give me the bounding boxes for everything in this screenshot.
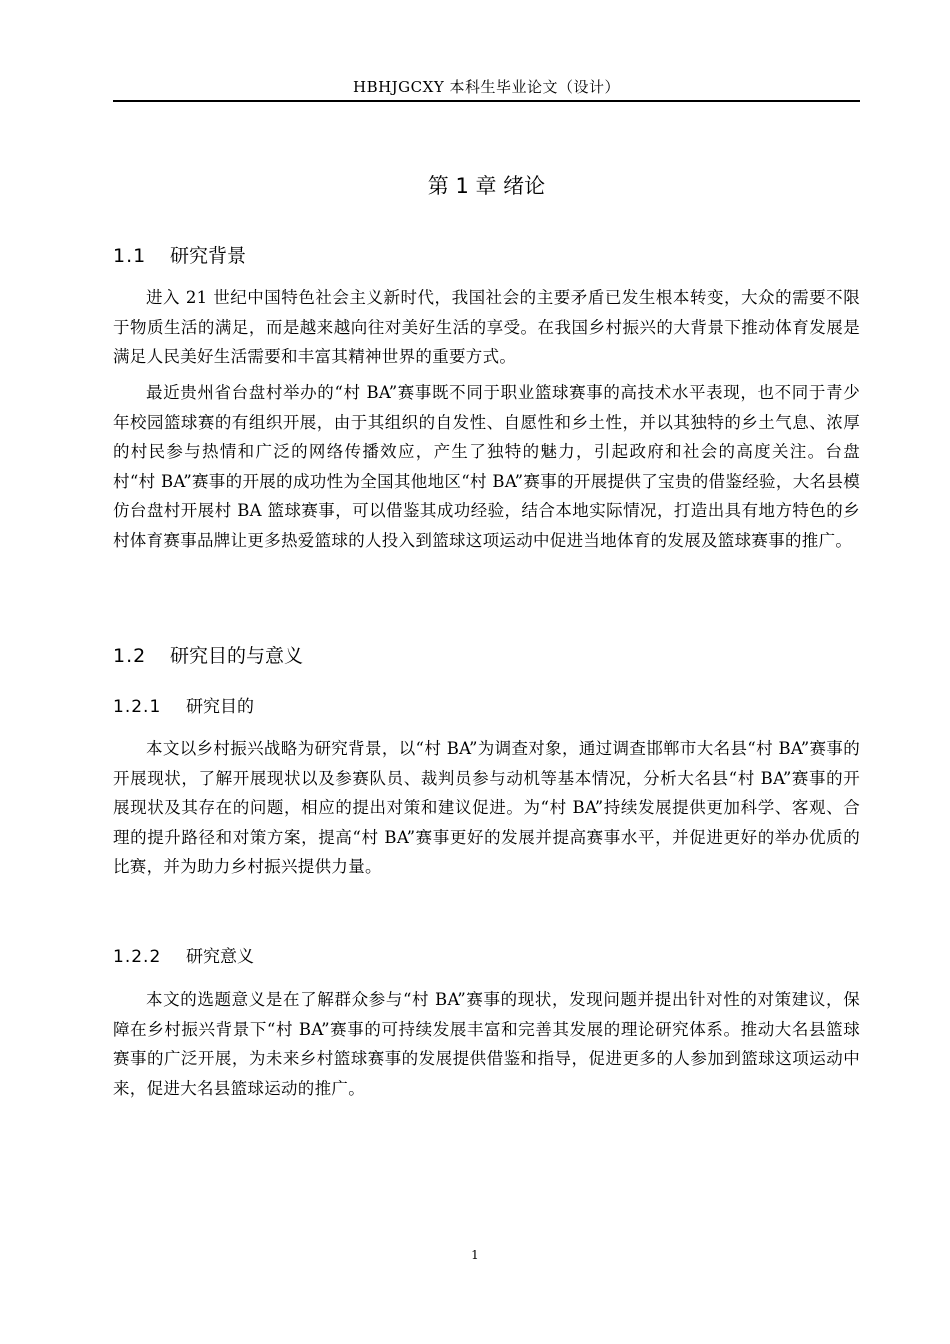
section-heading-1-2 <box>113 643 303 669</box>
section-heading-1-1 <box>113 243 246 269</box>
paragraph-significance: 本文的选题意义是在了解群众参与“村 BA”赛事的现状，发现问题并提出针对性的对策建议，保障在乡村振兴背景下“村 BA”赛事的可持续发展丰富和完善其发展的理论研究体系。推动大名县篮球赛事的广泛开展，为未来乡村篮球赛事的发展提供借鉴和指导，促进更多的人参加到篮球这项运动中来，促进大名县篮球运动的推广。 <box>113 990 860 1098</box>
header-rule <box>113 100 860 102</box>
section-title: 研究目的与意义 <box>170 645 304 667</box>
subsection-title: 研究意义 <box>186 947 254 967</box>
page-number: 1 <box>471 1248 479 1262</box>
section-title: 研究背景 <box>170 245 247 267</box>
paragraph-background-2: 最近贵州省台盘村举办的“村 BA”赛事既不同于职业篮球赛事的高技术水平表现，也不同于青少年校园篮球赛的有组织开展，由于其组织的自发性、自愿性和乡土性，并以其独特的乡土气息、浓厚的村民参与热情和广泛的网络传播效应，产生了独特的魅力，引起政府和社会的高度关注。台盘村“村 BA”赛事的开展的成功性为全国其他地区“村 BA”赛事的开展提供了宝贵的借鉴经验，大名县模仿台盘村开展村 BA 篮球赛事，可以借鉴其成功经验，结合本地实际情况，打造出具有地方特色的乡村体育赛事品牌让更多热爱篮球的人投入到篮球这项运动中促进当地体育的发展及篮球赛事的推广。 <box>113 383 860 550</box>
paragraph-purpose: 本文以乡村振兴战略为研究背景，以“村 BA”为调查对象，通过调查邯郸市大名县“村 BA”赛事的开展现状，了解开展现状以及参赛队员、裁判员参与动机等基本情况，分析大名县“村 BA”赛事的开展现状及其存在的问题，相应的提出对策和建议促进。为“村 BA”持续发展提供更加科学、客观、合理的提升路径和对策方案，提高“村 BA”赛事更好的发展并提高赛事水平，并促进更好的举办优质的比赛，并为助力乡村振兴提供力量。 <box>113 739 860 876</box>
running-header: HBHJGCXY 本科生毕业论文（设计） <box>352 78 620 96</box>
section-number: 1.2 <box>113 645 147 667</box>
subsection-number: 1.2.1 <box>113 697 162 717</box>
subsection-title: 研究目的 <box>186 697 254 717</box>
paragraph-background-1: 进入 21 世纪中国特色社会主义新时代，我国社会的主要矛盾已发生根本转变，大众的需要不限于物质生活的满足，而是越来越向往对美好生活的享受。在我国乡村振兴的大背景下推动体育发展是满足人民美好生活需要和丰富其精神世界的重要方式。 <box>113 288 860 366</box>
subsection-number: 1.2.2 <box>113 947 162 967</box>
section-number: 1.1 <box>113 245 147 267</box>
chapter-title: 第 1 章 绪论 <box>427 174 546 198</box>
subsection-heading-1-2-1 <box>113 695 254 719</box>
subsection-heading-1-2-2 <box>113 945 254 969</box>
